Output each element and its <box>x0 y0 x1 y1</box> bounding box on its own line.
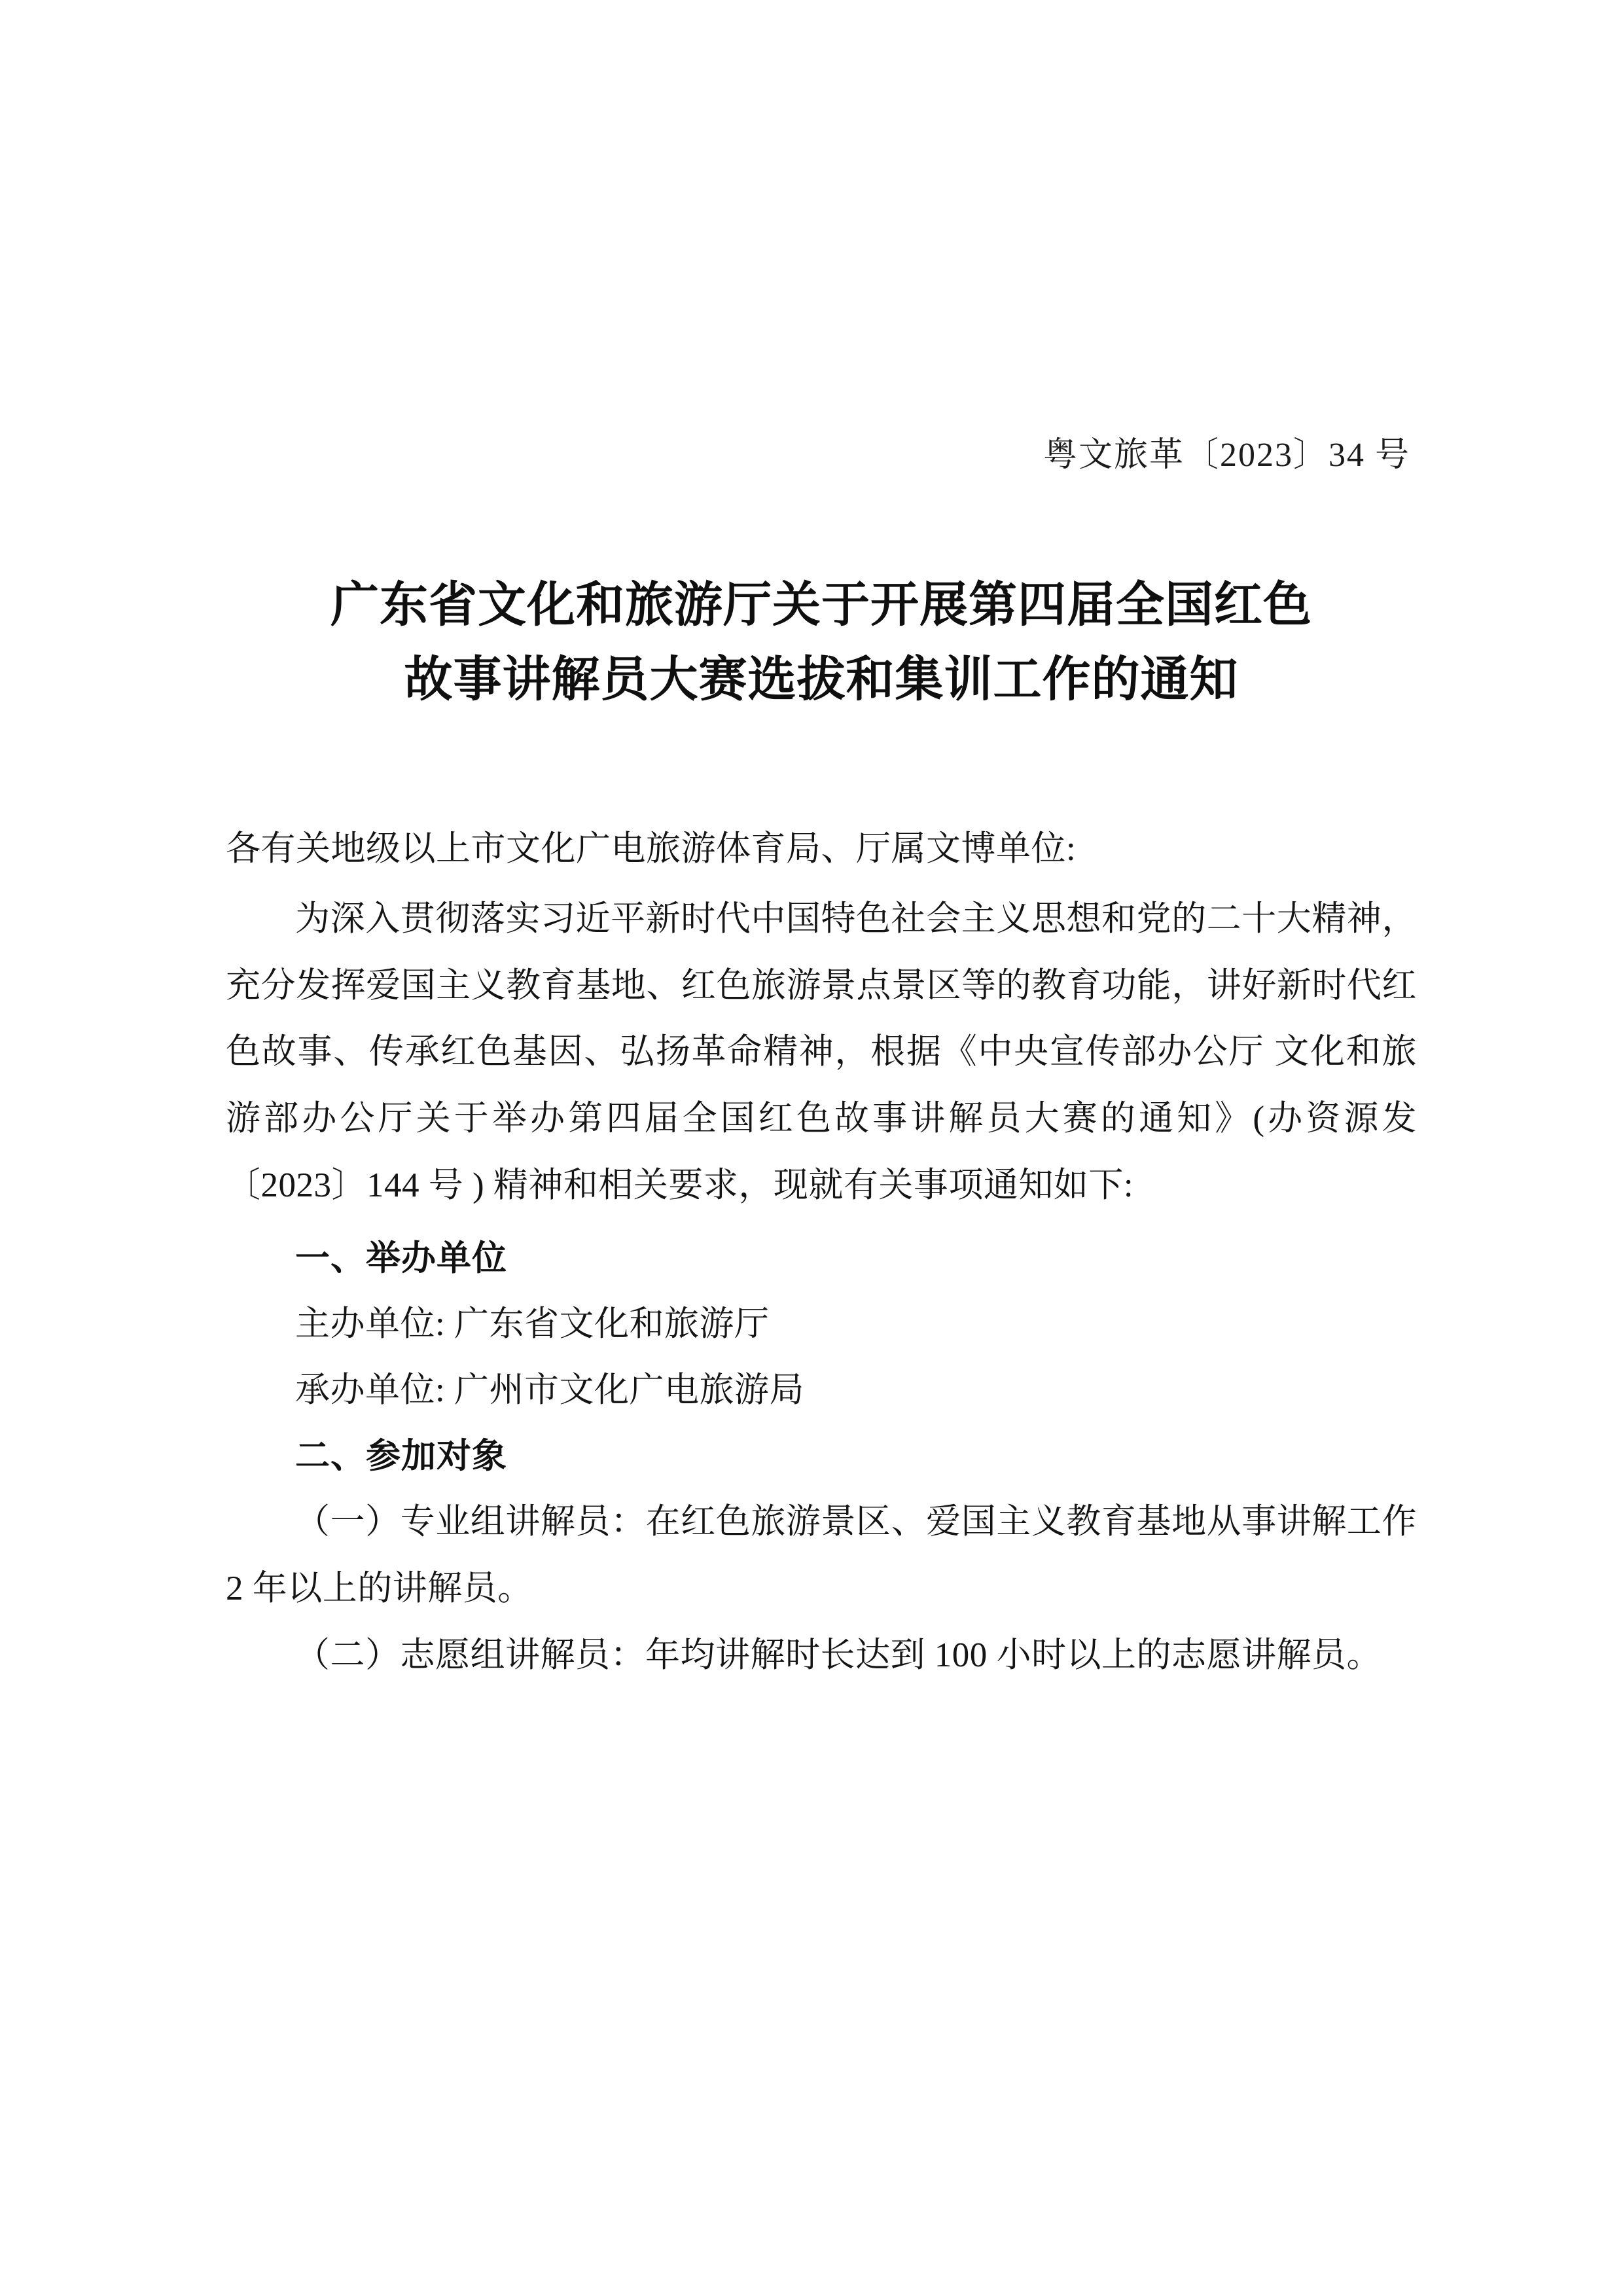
document-number: 粤文旅革〔2023〕34 号 <box>1043 437 1410 474</box>
document-body <box>226 432 1417 1689</box>
spacer <box>226 1219 1417 1226</box>
section-heading-1: 一、举办单位 <box>295 1239 507 1278</box>
intro-paragraph: 为深入贯彻落实习近平新时代中国特色社会主义思想和党的二十大精神，充分发挥爱国主义教育基地、红色旅游景点景区等的教育功能，讲好新时代红色故事、传承红色基因、弘扬革命精神，根据《中央宣传部办公厅 文化和旅游部办公厅关于举办第四届全国红色故事讲解员大赛的通知》(办资源发〔2023〕144 号 ) 精神和相关要求，现就有关事项通知如下: <box>226 899 1417 1204</box>
organizer-line: 主办单位: 广东省文化和旅游厅 <box>295 1305 770 1344</box>
co-organizer-line: 承办单位: 广州市文化广电旅游局 <box>295 1371 804 1409</box>
participant-group-volunteer: （二）志愿组讲解员：年均讲解时长达到 100 小时以上的志愿讲解员。 <box>295 1636 1382 1674</box>
salutation: 各有关地级以上市文化广电旅游体育局、厅属文博单位: <box>226 830 1077 869</box>
page-title-line-2: 故事讲解员大赛选拔和集训工作的通知 <box>404 653 1239 708</box>
participant-group-professional: （一）专业组讲解员：在红色旅游景区、爱国主义教育基地从事讲解工作 2 年以上的讲解员。 <box>226 1503 1417 1608</box>
section-heading-2: 二、参加对象 <box>295 1437 507 1475</box>
page-title <box>245 568 1397 718</box>
page-title-line-1: 广东省文化和旅游厅关于开展第四届全国红色 <box>330 578 1312 632</box>
